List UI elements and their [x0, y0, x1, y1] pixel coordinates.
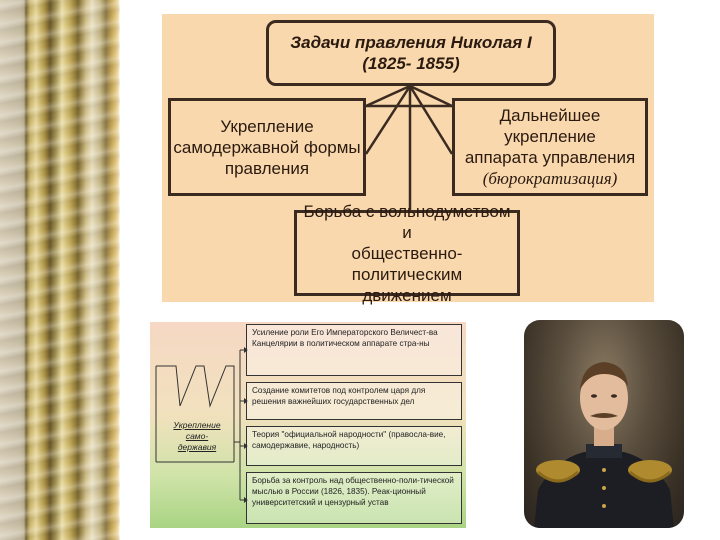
autocracy-label-line1: Укрепление — [173, 420, 221, 430]
task-autocracy-line1: Укрепление — [220, 116, 314, 136]
nicholas-i-portrait — [524, 320, 684, 528]
autocracy-label — [160, 420, 234, 453]
task-autocracy-line3: правления — [224, 158, 310, 178]
task-freethinking-box — [294, 201, 520, 305]
task-freethinking-line3: движением — [362, 285, 452, 305]
task-autocracy-line2: самодержавной формы — [173, 137, 361, 157]
task-bureaucracy-line3: (бюрократизация) — [482, 169, 618, 188]
measure-committees: Создание комитетов под контролем царя для решения важнейших государственных дел — [246, 382, 462, 420]
task-bureaucracy-line2: аппарата управления — [464, 148, 636, 167]
task-bureaucracy-box — [452, 98, 648, 196]
task-freethinking-line1: Борьба с вольнодумством и — [303, 201, 511, 242]
task-autocracy-box — [168, 98, 366, 196]
tasks-diagram — [162, 14, 654, 305]
task-bureaucracy-line1: Дальнейшее укрепление — [499, 106, 601, 146]
decorative-column-strip — [0, 0, 120, 540]
portrait-image — [524, 320, 684, 528]
measure-official-nationality: Теория "официальной народности" (правосла-вие, самодержавие, народность) — [246, 426, 462, 466]
autocracy-diagram — [150, 322, 466, 528]
autocracy-label-line2: само- — [185, 431, 209, 441]
measure-censorship: Борьба за контроль над общественно-поли-тической мыслью в России (1826, 1835). Реак-ционный университетский и цензурный устав — [246, 472, 462, 524]
autocracy-label-line3: державия — [177, 442, 217, 452]
title-box — [266, 20, 556, 86]
title-years: (1825- 1855) — [362, 54, 460, 73]
title-text: Задачи правления Николая I — [290, 33, 532, 52]
measure-chancellery: Усиление роли Его Императорского Величест-ва Канцелярии в политическом аппарате стра-ны — [246, 324, 462, 376]
task-freethinking-line2: общественно-политическим — [351, 243, 463, 284]
